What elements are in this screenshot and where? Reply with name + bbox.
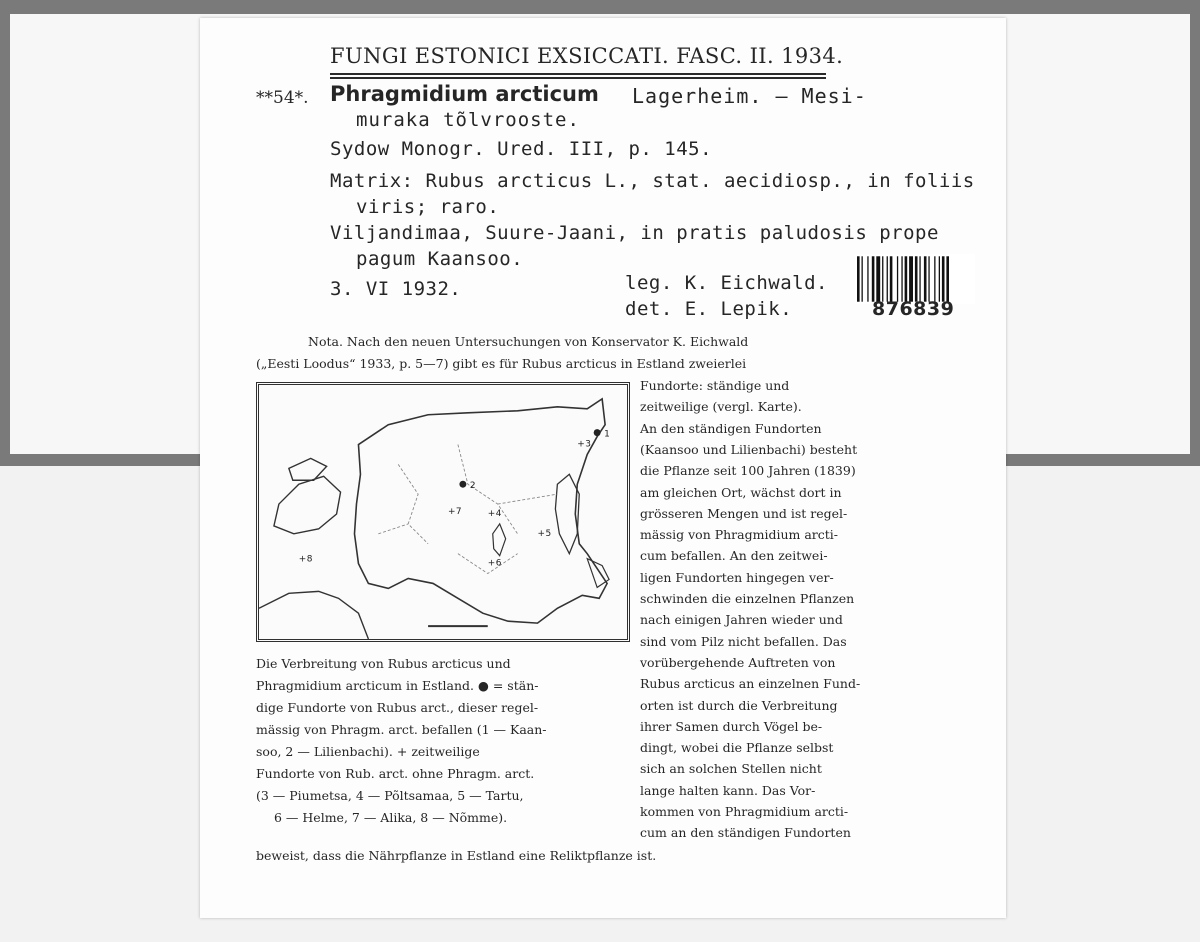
caption-line: dige Fundorte von Rubus arct., dieser regel- xyxy=(256,700,539,715)
caption-line: Fundorte von Rub. arct. ohne Phragm. arct. xyxy=(256,766,535,781)
caption-line: Phragmidium arcticum in Estland. ● = stän- xyxy=(256,678,539,693)
matrix-line-cont: viris; raro. xyxy=(356,196,500,218)
note-right-line: dingt, wobei die Pflanze selbst xyxy=(640,740,834,756)
header-rule-lower xyxy=(330,77,826,79)
caption-line: (3 — Piumetsa, 4 — Põltsamaa, 5 — Tartu, xyxy=(256,788,524,803)
map-cross-6: + xyxy=(487,558,496,569)
note-right-line: orten ist durch die Verbreitung xyxy=(640,697,838,713)
estonia-map-icon xyxy=(259,385,627,639)
note-right-line: cum an den ständigen Fundorten xyxy=(640,825,851,841)
barcode-number: 876839 xyxy=(872,298,955,320)
note-line-2: („Eesti Loodus“ 1933, p. 5—7) gibt es für Rubus arcticus in Estland zweierlei xyxy=(256,356,747,371)
note-right-line: nach einigen Jahren wieder und xyxy=(640,612,843,628)
map-cross-7: + xyxy=(447,506,456,517)
note-right-line: mässig von Phragmidium arcti- xyxy=(640,527,839,543)
map-cross-5: + xyxy=(537,528,545,539)
map-label-3: 3 xyxy=(585,439,591,450)
note-right-line: sich an solchen Stellen nicht xyxy=(640,761,822,777)
distribution-map xyxy=(256,382,630,642)
note-right-line: cum befallen. An den zeitwei- xyxy=(640,548,828,564)
note-right-line: vorübergehende Auftreten von xyxy=(640,654,836,670)
map-label-6: 6 xyxy=(495,558,502,569)
map-cross-3: + xyxy=(577,439,585,450)
caption-line: mässig von Phragm. arct. befallen (1 — Kaan- xyxy=(256,722,547,737)
header-rule xyxy=(330,73,826,75)
note-right-line: ligen Fundorten hingegen ver- xyxy=(640,569,834,585)
map-cross-8: + xyxy=(298,554,307,565)
map-label-5: 5 xyxy=(545,528,552,539)
note-right-line: An den ständigen Fundorten xyxy=(640,420,822,436)
locality-line: Viljandimaa, Suure-Jaani, in pratis paludosis prope xyxy=(330,222,939,244)
note-right-line: am gleichen Ort, wächst dort in xyxy=(640,484,842,500)
label-header: FUNGI ESTONICI EXSICCATI. FASC. II. 1934. xyxy=(330,44,844,68)
species-name: Phragmidium arcticum xyxy=(330,82,599,106)
reference-line: Sydow Monogr. Ured. III, p. 145. xyxy=(330,138,713,160)
locality-line-cont: pagum Kaansoo. xyxy=(356,248,524,270)
map-label-4: 4 xyxy=(495,508,502,519)
map-label-1: 1 xyxy=(604,429,610,440)
caption-line: soo, 2 — Lilienbachi). + zeitweilige xyxy=(256,744,480,759)
note-right-line: sind vom Pilz nicht befallen. Das xyxy=(640,633,847,649)
note-right-line: die Pflanze seit 100 Jahren (1839) xyxy=(640,463,856,479)
note-final-line: beweist, dass die Nährpflanze in Estland eine Reliktpflanze ist. xyxy=(256,848,657,863)
common-name: muraka tõlvrooste. xyxy=(356,109,580,131)
caption-line: Die Verbreitung von Rubus arcticus und xyxy=(256,656,511,671)
map-label-7: 7 xyxy=(455,506,462,517)
note-right-line: Fundorte: ständige und xyxy=(640,378,790,393)
caption-line: 6 — Helme, 7 — Alika, 8 — Nõmme). xyxy=(274,810,508,825)
map-marker-2 xyxy=(459,481,466,488)
note-right-line: zeitweilige (vergl. Karte). xyxy=(640,399,802,415)
species-authority: Lagerheim. — Mesi- xyxy=(632,84,867,108)
note-right-line: ihrer Samen durch Vögel be- xyxy=(640,718,823,734)
note-right-line: Rubus arcticus an einzelnen Fund- xyxy=(640,676,861,692)
map-cross-4: + xyxy=(487,508,496,519)
map-label-8: 8 xyxy=(306,554,313,565)
map-label-2: 2 xyxy=(469,481,476,492)
note-right-line: schwinden die einzelnen Pflanzen xyxy=(640,591,855,606)
note-right-line: (Kaansoo und Lilienbachi) besteht xyxy=(640,441,858,457)
specimen-label xyxy=(200,18,1006,918)
note-line-1: Nota. Nach den neuen Untersuchungen von Konservator K. Eichwald xyxy=(308,334,749,349)
barcode-icon xyxy=(855,254,975,304)
determiner: det. E. Lepik. xyxy=(625,298,793,320)
map-marker-1 xyxy=(594,429,601,436)
note-right-line: grösseren Mengen und ist regel- xyxy=(640,505,848,521)
note-right-line: kommen von Phragmidium arcti- xyxy=(640,804,849,819)
specimen-number: **54*. xyxy=(256,88,309,108)
note-right-line: lange halten kann. Das Vor- xyxy=(640,782,816,798)
matrix-line: Matrix: Rubus arcticus L., stat. aecidiosp., in foliis xyxy=(330,170,975,192)
collector: leg. K. Eichwald. xyxy=(625,272,828,294)
collection-date: 3. VI 1932. xyxy=(330,278,462,300)
